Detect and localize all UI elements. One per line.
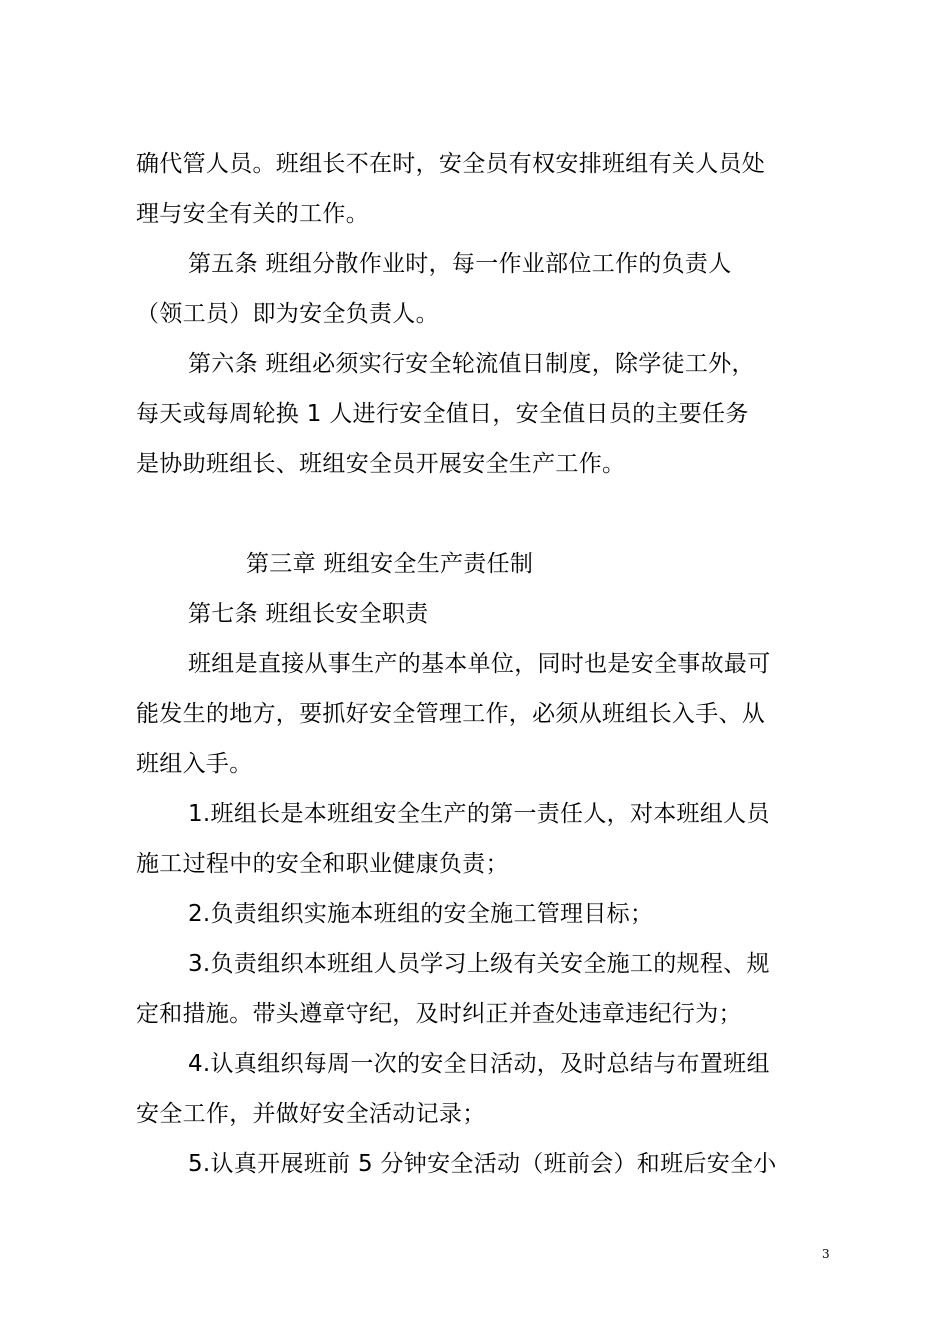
text-line: 安全工作，并做好安全活动记录； xyxy=(136,1101,486,1127)
text-line: 理与安全有关的工作。 xyxy=(136,201,369,227)
text-line: 是协助班组长、班组安全员开展安全生产工作。 xyxy=(136,451,626,477)
text-line: 班组入手。 xyxy=(136,751,253,777)
text-line: 确代管人员。班组长不在时，安全员有权安排班组有关人员处 xyxy=(136,151,766,177)
text-line: 每天或每周轮换 1 人进行安全值日，安全值日员的主要任务 xyxy=(136,401,749,427)
chapter-heading: 第三章 班组安全生产责任制 xyxy=(246,551,534,577)
article-5-line: 第五条 班组分散作业时，每一作业部位工作的负责人 xyxy=(188,251,732,277)
list-item-4: 4.认真组织每周一次的安全日活动，及时总结与布置班组 xyxy=(188,1051,770,1077)
text-line: （领工员）即为安全负责人。 xyxy=(136,301,439,327)
text-line: 班组是直接从事生产的基本单位，同时也是安全事故最可 xyxy=(188,651,771,677)
list-item-3: 3.负责组织本班组人员学习上级有关安全施工的规程、规 xyxy=(188,951,770,977)
list-item-5: 5.认真开展班前 5 分钟安全活动（班前会）和班后安全小 xyxy=(188,1151,777,1177)
article-6-line: 第六条 班组必须实行安全轮流值日制度，除学徒工外， xyxy=(188,351,755,377)
text-line: 能发生的地方，要抓好安全管理工作，必须从班组长入手、从 xyxy=(136,701,766,727)
article-7-heading: 第七条 班组长安全职责 xyxy=(188,601,429,627)
page-number: 3 xyxy=(822,1247,830,1261)
list-item-1: 1.班组长是本班组安全生产的第一责任人，对本班组人员 xyxy=(188,801,770,827)
list-item-2: 2.负责组织实施本班组的安全施工管理目标； xyxy=(188,901,654,927)
text-line: 定和措施。带头遵章守纪，及时纠正并查处违章违纪行为； xyxy=(136,1001,742,1027)
text-line: 施工过程中的安全和职业健康负责； xyxy=(136,851,509,877)
